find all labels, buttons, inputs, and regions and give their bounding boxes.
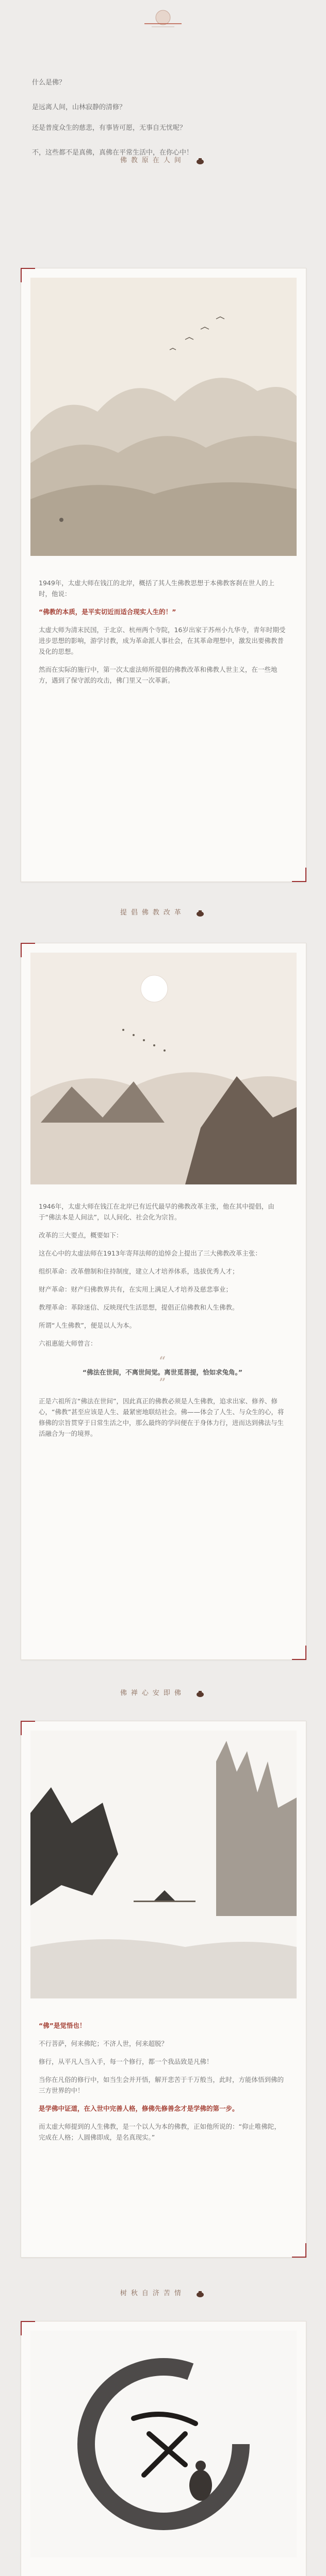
section-title-1 xyxy=(0,155,326,164)
intro-line: 还是普度众生的慈悲，有事皆可愿，无事自无忧呢？ xyxy=(32,124,187,132)
section-title-text: 佛教原在人间 xyxy=(120,157,185,164)
landscape-illustration xyxy=(30,278,297,556)
section-card-2 xyxy=(21,943,306,1660)
intro-line: 是远离人间，山林寂静的清修？ xyxy=(32,104,126,111)
paragraph: 财产革命：财产归佛教界共有，在实用上满足人才培养及慈悲事业； xyxy=(39,1285,233,1293)
quote-mark-icon: ” xyxy=(159,1376,166,1389)
section-title-3 xyxy=(0,1687,326,1697)
section-text-4 xyxy=(39,2574,286,2576)
corner-ornament xyxy=(292,868,306,882)
section-title-text: 佛禅心安即佛 xyxy=(120,1689,185,1697)
paragraph: 当你在凡俗的修行中，如当生会并开悟，解开悲苦于千万般当，此时，方能体悟到佛的三方世界的中！ xyxy=(39,2076,284,2094)
paragraph xyxy=(39,2574,286,2576)
teapot-icon xyxy=(194,909,206,917)
quote-block xyxy=(39,1356,286,1388)
corner-ornament xyxy=(292,1646,306,1660)
quote-mark-icon: “ xyxy=(159,1354,166,1368)
section-title-text: 树秋自济苦情 xyxy=(120,2290,185,2297)
paragraph: 六祖惠能大师曾言： xyxy=(39,1340,97,1347)
teapot-icon xyxy=(194,157,206,164)
paragraph: 1946年，太虚大师在钱江在北岸已有近代最早的佛教改革主张，他在其中提倡，由于“佛法本是人间法”，以人间化、社会化为宗旨。 xyxy=(39,1202,274,1221)
teapot-icon xyxy=(194,2290,206,2297)
paragraph: 修行，从平凡人当入手，每一个修行，都一个我品致是凡佛！ xyxy=(39,2058,213,2065)
corner-ornament xyxy=(292,2243,306,2258)
ink-landscape-illustration xyxy=(30,1731,297,1998)
paragraph: 正是六祖所言“佛法在世间”，因此真正的佛教必须是人生佛教，追求出家、修养、修心，“佛教”甚至应该是人生、最紧密地联结社会。佛——体会了人生、与众生的心，将修佛的宗旨贯穿于日常生活之中，那么最终的学问便在于身体力行，进而达到佛法与生活融合为一的境界。 xyxy=(39,1397,284,1437)
section-text-3 xyxy=(39,2020,286,2150)
paragraph: 然而在实际的施行中，第一次太虚法师所提倡的佛教改革和佛教人世主义，在一些地方，遇到了保守派的攻击，佛门里又一次革新。 xyxy=(39,666,278,684)
paragraph: 教理革命：革除迷信、反映现代生活思想，提倡正信佛教和人生佛教。 xyxy=(39,1303,239,1311)
paragraph: 不行菩萨，何来佛陀；不济人世，何来超脱？ xyxy=(39,2040,168,2047)
section-text-1 xyxy=(39,578,286,693)
section-title-text: 提倡佛教改革 xyxy=(120,909,185,917)
intro-line: 什么是佛？ xyxy=(32,79,66,87)
sun-emblem-icon xyxy=(142,4,184,35)
highlight-paragraph: 是学佛中证道，在入世中完善人格，修佛先修善念才是学佛的第一步。 xyxy=(39,2105,239,2112)
paragraph: 改革的三大要点，概要如下： xyxy=(39,1231,123,1239)
zen-brush-illustration xyxy=(30,2331,297,2557)
section-title-4 xyxy=(0,2287,326,2297)
highlight-paragraph: “佛教的本质，是平实切近而适合现实人生的！” xyxy=(39,608,176,616)
paragraph: 太虚大师为清末民国，于北京、杭州两个寺院，16岁出家于苏州小九华寺，青年时期受进步思想的影响，游学讨教，成为革命派人事社会，在其革命理想中，激发出要佛教普及化的思想。 xyxy=(39,626,286,655)
teapot-icon xyxy=(194,1690,206,1697)
quote-text: “佛法在世间，不离世间觉。离世觅菩提，恰如求兔角。” xyxy=(82,1368,243,1376)
paragraph: 组织革命：改革僧制和住持制度，建立人才培养体系，选拔优秀人才； xyxy=(39,1267,239,1275)
intro-line: 不，这些都不是真佛，真佛在平常生活中，在你心中！ xyxy=(32,149,193,157)
paragraph: 1949年，太虚大师在钱江的北岸，概括了其人生佛教思想于本佛教客刹在世人的上时，他说： xyxy=(39,579,274,598)
section-card-1 xyxy=(21,268,306,882)
highlight-paragraph: “佛”是觉悟也！ xyxy=(39,2022,86,2029)
paragraph: 而太虚大师提到的人生佛教，是一个以人为本的佛教，正如他所说的：“仰止唯佛陀，完成在人格；人圆佛即成，是名真现实。” xyxy=(39,2123,281,2141)
paragraph: 所谓“人生佛教”，便是以人为本。 xyxy=(39,1321,136,1329)
paragraph: 这在心中的太虚法师在1913年寄拜法师的追悼会上提出了三大佛教改革主张： xyxy=(39,1249,262,1257)
mountain-illustration xyxy=(30,953,297,1184)
section-card-4 xyxy=(21,2321,306,2576)
section-title-2 xyxy=(0,907,326,917)
section-text-2 xyxy=(39,1201,286,1446)
section-card-3 xyxy=(21,1721,306,2258)
